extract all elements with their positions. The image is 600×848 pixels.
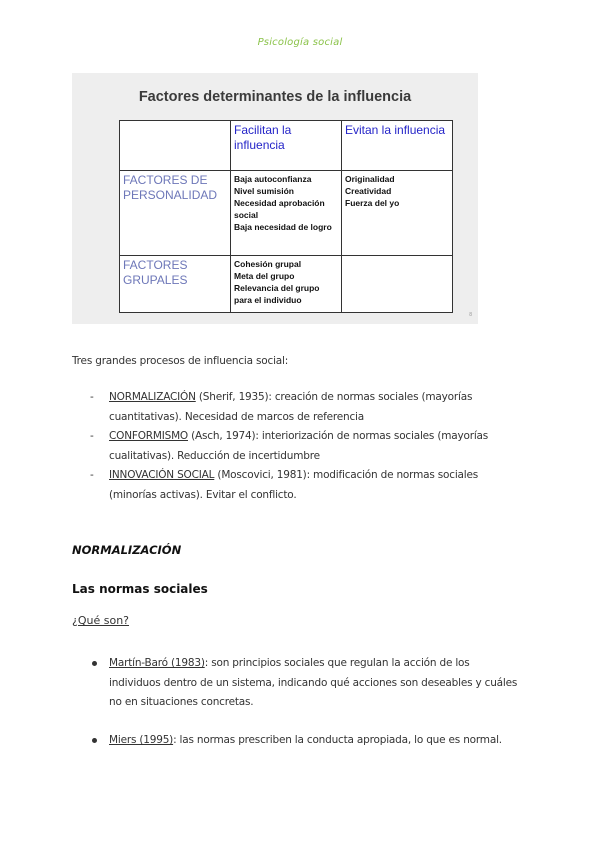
definition-text: : las normas prescriben la conducta apropiada, lo que es normal. [173, 734, 502, 746]
page-header: Psicología social [257, 37, 343, 48]
cell-personalidad-evitan [342, 171, 453, 256]
list-item: Originalidad [345, 174, 395, 184]
processes-list [90, 388, 520, 505]
definitions-list-2 [90, 731, 520, 751]
row-header-grupales: FACTORES GRUPALES [120, 256, 231, 313]
slide-title: Factores determinantes de la influencia [138, 89, 412, 105]
list-item [90, 654, 520, 713]
table-row [120, 256, 453, 313]
process-description: (Sherif, 1935): creación de normas sociales (mayorías cuantitativas). Necesidad de marcos de referencia [109, 391, 473, 423]
definition-author: Martín-Baró (1983) [109, 657, 205, 669]
table-corner-cell [120, 121, 231, 171]
list-item: Meta del grupo [234, 271, 295, 281]
dash-marker: - [90, 469, 94, 481]
list-item: Nivel sumisión [234, 186, 294, 196]
definitions-list [90, 654, 520, 713]
cell-personalidad-facilitan [231, 171, 342, 256]
row-header-personalidad: FACTORES DE PERSONALIDAD [120, 171, 231, 256]
definition-text: : son principios sociales que regulan la acción de los individuos dentro de un sistema, indicando qué acciones son deseables y cuáles no en situaciones concretas. [109, 657, 518, 708]
subsection-title: Las normas sociales [72, 582, 208, 596]
process-term: INNOVACIÓN SOCIAL [109, 469, 215, 481]
cell-grupales-evitan [342, 256, 453, 313]
list-item: Relevancia del grupo para el individuo [234, 283, 320, 305]
list-item [90, 388, 520, 427]
slide-number: 8 [469, 312, 472, 318]
slide-image [72, 73, 478, 324]
process-description: (Moscovici, 1981): modificación de normas sociales (minorías activas). Evitar el conflicto. [109, 469, 479, 501]
bullet-icon [92, 738, 97, 743]
list-item: Necesidad aprobación social [234, 198, 325, 220]
col-header-facilitan: Facilitan la influencia [231, 121, 342, 171]
table-header-row [120, 121, 453, 171]
list-item [90, 466, 520, 505]
bullet-icon [92, 661, 97, 666]
factors-table [119, 120, 453, 313]
intro-text: Tres grandes procesos de influencia social: [72, 355, 289, 367]
dash-marker: - [90, 391, 94, 403]
dash-marker: - [90, 430, 94, 442]
section-title: NORMALIZACIÓN [72, 543, 182, 557]
list-item [90, 427, 520, 466]
cell-grupales-facilitan [231, 256, 342, 313]
process-term: CONFORMISMO [109, 430, 188, 442]
question-heading: ¿Qué son? [72, 614, 130, 627]
list-item: Baja necesidad de logro [234, 222, 332, 232]
list-item: Baja autoconfianza [234, 174, 312, 184]
col-header-evitan: Evitan la influencia [342, 121, 453, 171]
list-item [90, 731, 520, 751]
table-row [120, 171, 453, 256]
process-term: NORMALIZACIÓN [109, 391, 196, 403]
list-item: Creatividad [345, 186, 392, 196]
list-item: Cohesión grupal [234, 259, 302, 269]
list-item: Fuerza del yo [345, 198, 400, 208]
process-description: (Asch, 1974): interiorización de normas sociales (mayorías cualitativas). Reducción de incertidumbre [109, 430, 489, 462]
definition-author: Miers (1995) [109, 734, 174, 746]
